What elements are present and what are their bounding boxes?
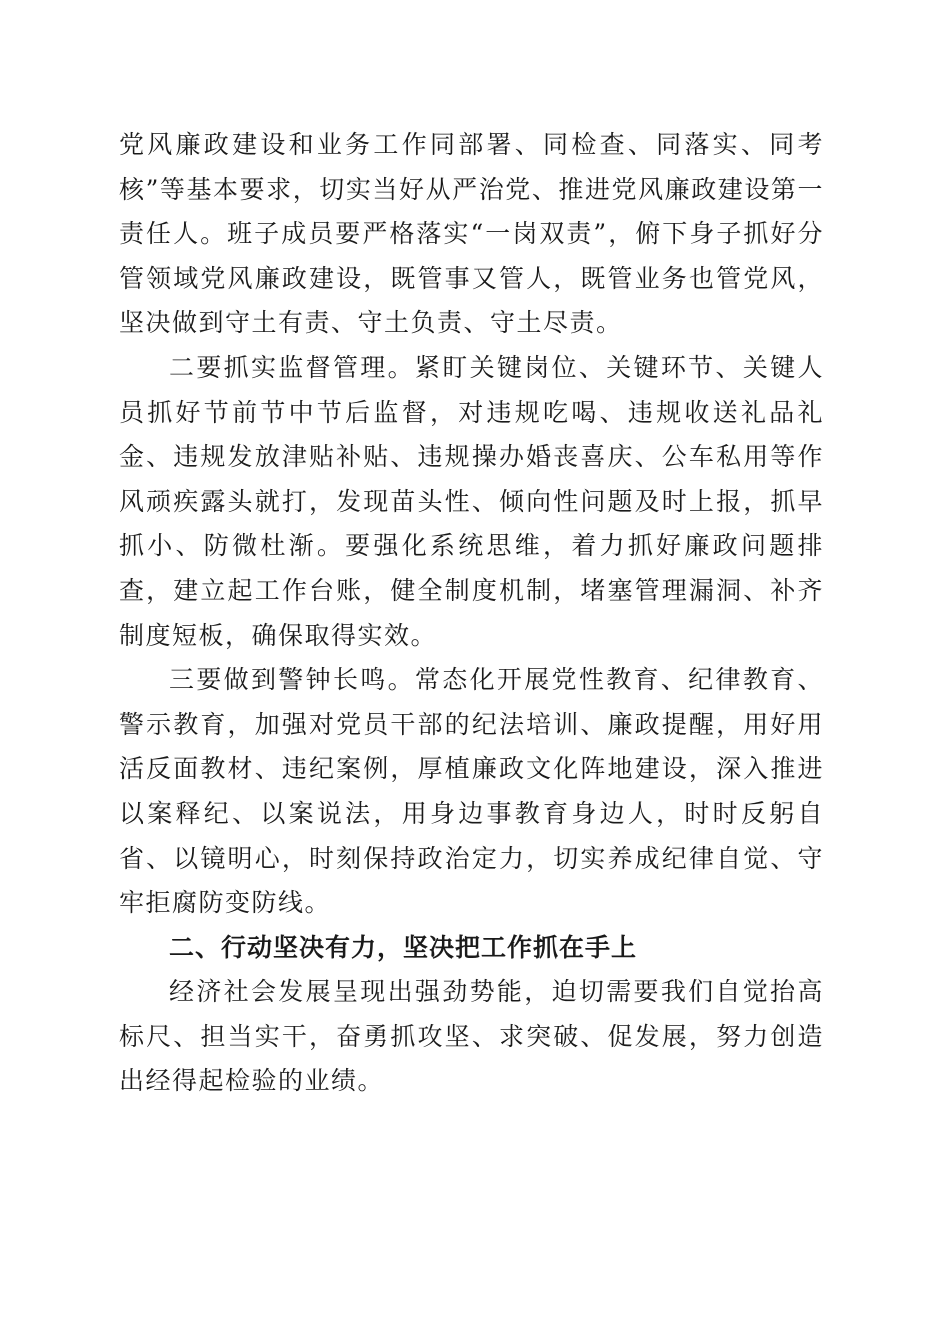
paragraph-development: 经济社会发展呈现出强劲势能，迫切需要我们自觉抬高标尺、担当实干，奋勇抓攻坚、求突破、促发展，努力创造出经得起检验的业绩。 [119, 977, 824, 1096]
paragraph-supervision: 二要抓实监督管理。紧盯关键岗位、关键环节、关键人员抓好节前节中节后监督，对违规吃喝、违规收送礼品礼金、违规发放津贴补贴、违规操办婚丧喜庆、公车私用等作风顽疾露头就打，发现苗头性、倾向性问题及时上报，抓早抓小、防微杜渐。要强化系统思维，着力抓好廉政问题排查，建立起工作台账，健全制度机制，堵塞管理漏洞、补齐制度短板，确保取得实效。 [119, 352, 824, 650]
paragraph-warning: 三要做到警钟长鸣。常态化开展党性教育、纪律教育、警示教育，加强对党员干部的纪法培训、廉政提醒，用好用活反面教材、违纪案例，厚植廉政文化阵地建设，深入推进以案释纪、以案说法，用身边事教育身边人，时时反躬自省、以镜明心，时刻保持政治定力，切实养成纪律自觉、守牢拒腐防变防线。 [119, 665, 824, 918]
paragraph-continuation: 党风廉政建设和业务工作同部署、同检查、同落实、同考核”等基本要求，切实当好从严治党、推进党风廉政建设第一责任人。班子成员要严格落实“一岗双责”，俯下身子抓好分管领域党风廉政建设，既管事又管人，既管业务也管党风，坚决做到守土有责、守土负责、守土尽责。 [119, 130, 824, 338]
section-heading: 二、行动坚决有力，坚决把工作抓在手上 [169, 932, 638, 962]
document-body [119, 123, 824, 1104]
